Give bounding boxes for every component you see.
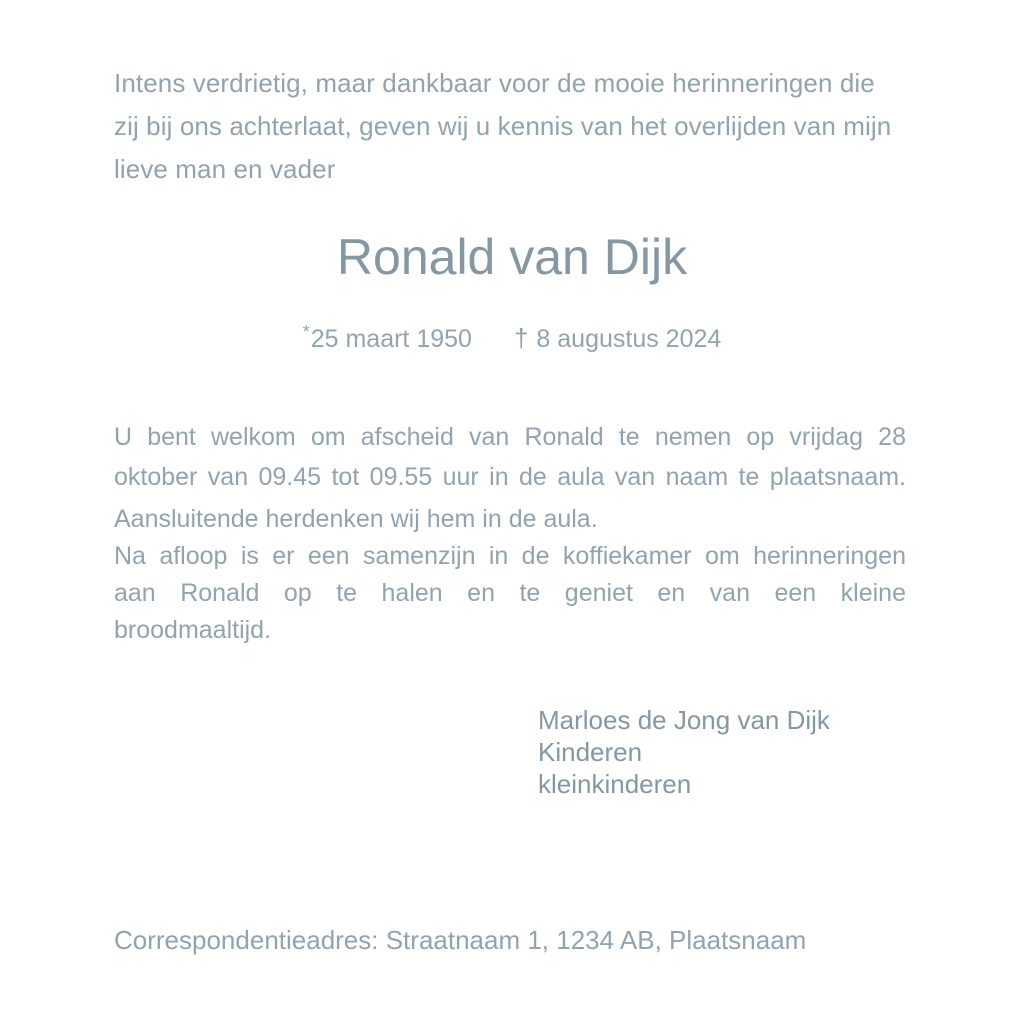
message-line: broodmaaltijd. [114,616,272,644]
message-line: Aansluitende herdenken wij hem in de aula. [114,505,598,533]
intro-paragraph [114,62,906,191]
birth-date: 25 maart 1950 [310,325,472,353]
correspondence-address: Correspondentieadres: Straatnaam 1, 1234 AB, Plaatsnaam [114,925,807,955]
intro-line: Intens verdrietig, maar dankbaar voor de mooie herinneringen die [114,68,875,98]
message-line: aan Ronald op te halen en te geniet en van een kleine [114,579,906,607]
deceased-name: Ronald van Dijk [336,229,688,285]
cross-icon: † [513,323,529,353]
signature-line: kleinkinderen [538,769,692,799]
intro-line: lieve man en vader [114,154,336,184]
message-line: oktober van 09.45 tot 09.55 uur in de aula van naam te plaatsnaam. [114,463,906,491]
message-line: U bent welkom om afscheid van Ronald te nemen op vrijdag 28 [114,423,906,451]
message-line: Na afloop is er een samenzijn in de koffiekamer om herinneringen [114,542,906,570]
signature-line: Marloes de Jong van Dijk [538,705,830,735]
life-dates [0,314,1024,357]
birth-star-icon: * [302,322,310,342]
ceremony-paragraph [114,418,906,649]
signatures [538,704,830,800]
signature-line: Kinderen [538,737,643,767]
intro-line: zij bij ons achterlaat, geven wij u kennis van het overlijden van mijn [114,111,892,141]
death-date: 8 augustus 2024 [536,325,722,353]
